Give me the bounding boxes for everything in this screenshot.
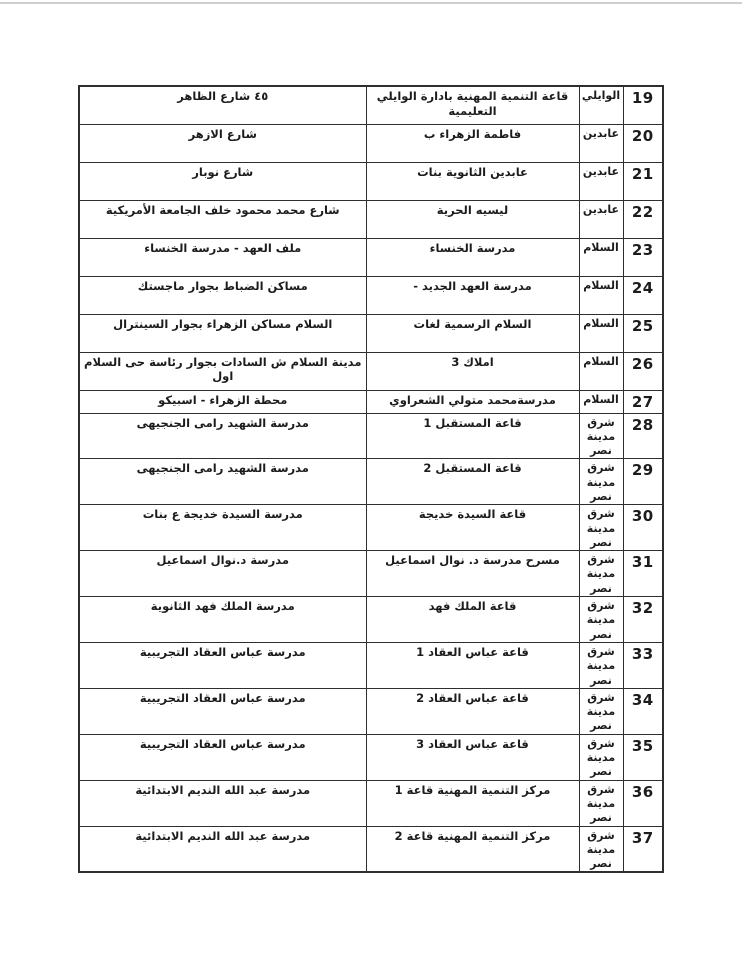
district-cell: الوايلي xyxy=(579,86,623,124)
district-cell: شرق مدينة نصر xyxy=(579,780,623,826)
hall-cell: مدرسة الخنساء xyxy=(366,238,579,276)
table-row xyxy=(79,505,663,551)
hall-cell: مدرسةمحمد متولي الشعراوي xyxy=(366,390,579,413)
district-cell: عابدين xyxy=(579,124,623,162)
hall-cell: املاك 3 xyxy=(366,352,579,390)
hall-cell: قاعة السيدة خديجة xyxy=(366,505,579,551)
district-cell: شرق مدينة نصر xyxy=(579,413,623,459)
address-cell: مدرسة عباس العقاد التجريبية xyxy=(79,688,366,734)
row-number-cell: 37 xyxy=(623,826,663,872)
row-number-cell: 22 xyxy=(623,200,663,238)
table-row xyxy=(79,826,663,872)
address-cell: مدرسة عبد الله النديم الابتدائية xyxy=(79,826,366,872)
hall-cell: مدرسة العهد الجديد - xyxy=(366,276,579,314)
row-number-cell: 21 xyxy=(623,162,663,200)
hall-cell: قاعة المستقبل 1 xyxy=(366,413,579,459)
hall-cell: مركز التنمية المهنية قاعة 2 xyxy=(366,826,579,872)
address-cell: مدينة السلام ش السادات بجوار رئاسة حى السلام اول xyxy=(79,352,366,390)
address-cell: السلام مساكن الزهراء بجوار السينترال xyxy=(79,314,366,352)
hall-cell: قاعة الملك فهد xyxy=(366,597,579,643)
scan-artifact-line xyxy=(0,2,742,4)
district-cell: شرق مدينة نصر xyxy=(579,734,623,780)
hall-cell: عابدين الثانوية بنات xyxy=(366,162,579,200)
district-cell: عابدين xyxy=(579,162,623,200)
address-cell: شارع نوبار xyxy=(79,162,366,200)
district-cell: عابدين xyxy=(579,200,623,238)
address-cell: مدرسة عبد الله النديم الابتدائية xyxy=(79,780,366,826)
district-cell: السلام xyxy=(579,276,623,314)
hall-cell: قاعة عباس العقاد 1 xyxy=(366,642,579,688)
row-number-cell: 35 xyxy=(623,734,663,780)
district-cell: شرق مدينة نصر xyxy=(579,826,623,872)
halls-table xyxy=(78,85,664,873)
district-cell: شرق مدينة نصر xyxy=(579,459,623,505)
table-row xyxy=(79,642,663,688)
hall-cell: قاعة المستقبل 2 xyxy=(366,459,579,505)
address-cell: ٤٥ شارع الظاهر xyxy=(79,86,366,124)
row-number-cell: 32 xyxy=(623,597,663,643)
row-number-cell: 27 xyxy=(623,390,663,413)
table-row xyxy=(79,459,663,505)
table-row xyxy=(79,276,663,314)
hall-cell: السلام الرسمية لغات xyxy=(366,314,579,352)
hall-cell: ليسيه الحرية xyxy=(366,200,579,238)
row-number-cell: 29 xyxy=(623,459,663,505)
district-cell: شرق مدينة نصر xyxy=(579,642,623,688)
table-row xyxy=(79,238,663,276)
table-row xyxy=(79,688,663,734)
table-row xyxy=(79,597,663,643)
row-number-cell: 36 xyxy=(623,780,663,826)
address-cell: مساكن الضباط بجوار ماجستك xyxy=(79,276,366,314)
row-number-cell: 24 xyxy=(623,276,663,314)
row-number-cell: 28 xyxy=(623,413,663,459)
table-row xyxy=(79,413,663,459)
district-cell: السلام xyxy=(579,352,623,390)
district-cell: السلام xyxy=(579,238,623,276)
address-cell: مدرسة عباس العقاد التجريبية xyxy=(79,642,366,688)
address-cell: ملف العهد - مدرسة الخنساء xyxy=(79,238,366,276)
table-row xyxy=(79,352,663,390)
district-cell: شرق مدينة نصر xyxy=(579,505,623,551)
row-number-cell: 33 xyxy=(623,642,663,688)
hall-cell: مسرح مدرسة د. نوال اسماعيل xyxy=(366,551,579,597)
address-cell: شارع الازهر xyxy=(79,124,366,162)
table-row xyxy=(79,86,663,124)
table-row xyxy=(79,124,663,162)
table-row xyxy=(79,390,663,413)
address-cell: مدرسة السيدة خديجة ع بنات xyxy=(79,505,366,551)
table-row xyxy=(79,780,663,826)
row-number-cell: 26 xyxy=(623,352,663,390)
row-number-cell: 31 xyxy=(623,551,663,597)
district-cell: شرق مدينة نصر xyxy=(579,597,623,643)
row-number-cell: 30 xyxy=(623,505,663,551)
hall-cell: قاعة عباس العقاد 2 xyxy=(366,688,579,734)
address-cell: مدرسة د.نوال اسماعيل xyxy=(79,551,366,597)
row-number-cell: 20 xyxy=(623,124,663,162)
district-cell: شرق مدينة نصر xyxy=(579,551,623,597)
address-cell: مدرسة عباس العقاد التجريبية xyxy=(79,734,366,780)
address-cell: مدرسة الشهيد رامى الجنجيهى xyxy=(79,459,366,505)
hall-cell: قاعة التنمية المهنية بادارة الوايلي التعليمية xyxy=(366,86,579,124)
table-row xyxy=(79,551,663,597)
district-cell: السلام xyxy=(579,314,623,352)
table-row xyxy=(79,162,663,200)
address-cell: شارع محمد محمود خلف الجامعة الأمريكية xyxy=(79,200,366,238)
address-cell: محطة الزهراء - اسبيكو xyxy=(79,390,366,413)
row-number-cell: 23 xyxy=(623,238,663,276)
row-number-cell: 19 xyxy=(623,86,663,124)
address-cell: مدرسة الملك فهد الثانوية xyxy=(79,597,366,643)
table-row xyxy=(79,314,663,352)
district-cell: السلام xyxy=(579,390,623,413)
halls-table-body xyxy=(79,86,663,872)
row-number-cell: 34 xyxy=(623,688,663,734)
table-row xyxy=(79,200,663,238)
table-row xyxy=(79,734,663,780)
district-cell: شرق مدينة نصر xyxy=(579,688,623,734)
hall-cell: قاعة عباس العقاد 3 xyxy=(366,734,579,780)
row-number-cell: 25 xyxy=(623,314,663,352)
hall-cell: مركز التنمية المهنية قاعة 1 xyxy=(366,780,579,826)
address-cell: مدرسة الشهيد رامى الجنجيهى xyxy=(79,413,366,459)
hall-cell: فاطمة الزهراء ب xyxy=(366,124,579,162)
